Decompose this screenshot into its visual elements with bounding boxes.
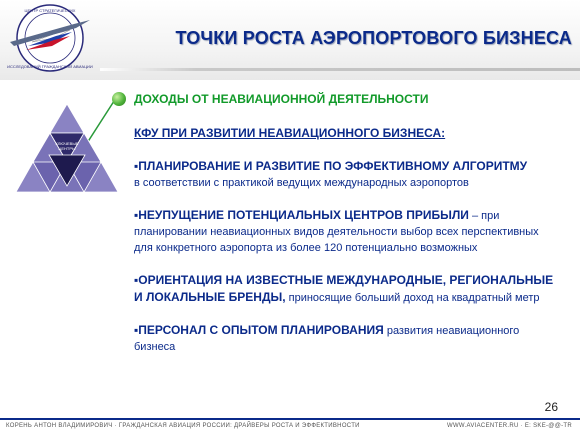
section-heading: ДОХОДЫ ОТ НЕАВИАЦИОННОЙ ДЕЯТЕЛЬНОСТИ (134, 92, 429, 106)
pyramid-diagram (12, 100, 122, 195)
footer-author: КОРЕНЬ АНТОН ВЛАДИМИРОВИЧ · ГРАЖДАНСКАЯ АВИАЦИЯ РОССИИ: ДРАЙВЕРЫ РОСТА И ЭФФЕКТИВНОСТИ (6, 423, 360, 429)
kfu-heading: КФУ ПРИ РАЗВИТИИ НЕАВИАЦИОННОГО БИЗНЕСА: (134, 126, 446, 140)
list-item (134, 272, 559, 306)
footer-website: WWW.AVIACENTER.RU · E: SKE-@@-TR (446, 423, 572, 429)
item-bold-text: ▪ОРИЕНТАЦИЯ НА ИЗВЕСТНЫЕ МЕЖДУНАРОДНЫЕ, РЕГИОНАЛЬНЫЕ И ЛОКАЛЬНЫЕ БРЕНДЫ, (134, 273, 554, 304)
page-number: 26 (544, 400, 558, 414)
item-text: в соответствии с практикой ведущих международных аэропортов (134, 177, 469, 189)
list-item (134, 322, 559, 355)
logo-top-text: ЦЕНТР СТРАТЕГИЧЕСКИХ (24, 8, 76, 13)
item-bold-text: ▪ПЛАНИРОВАНИЕ И РАЗВИТИЕ ПО ЭФФЕКТИВНОМУ АЛГОРИТМУ (134, 159, 528, 173)
header-divider (100, 68, 580, 71)
pyramid-center-text-2: ЦЕНТРЫ (58, 146, 76, 151)
list-item (134, 158, 559, 191)
item-text: – при планировании неавиационных видов деятельности выбор всех перспективных для конкретного аэропорта из более 120 потенциально возможных (134, 210, 539, 254)
logo-bottom-text: ИССЛЕДОВАНИЙ ГРАЖДАНСКОЙ АВИАЦИИ (7, 64, 93, 69)
aviation-center-logo (4, 2, 96, 74)
green-bullet-icon (112, 92, 126, 106)
item-bold-text: ▪ПЕРСОНАЛ С ОПЫТОМ ПЛАНИРОВАНИЯ (134, 323, 384, 337)
item-text: развития неавиационного бизнеса (134, 325, 520, 353)
slide-title: ТОЧКИ РОСТА АЭРОПОРТОВОГО БИЗНЕСА (175, 28, 572, 48)
footer-divider (0, 418, 580, 420)
pyramid-center-text-1: КЛЮЧЕВЫЕ (55, 141, 79, 146)
item-text: приносящие больший доход на квадратный метр (285, 292, 540, 304)
content-block (134, 126, 559, 371)
item-bold-text: ▪НЕУПУЩЕНИЕ ПОТЕНЦИАЛЬНЫХ ЦЕНТРОВ ПРИБЫЛИ (134, 208, 469, 222)
list-item (134, 207, 559, 256)
